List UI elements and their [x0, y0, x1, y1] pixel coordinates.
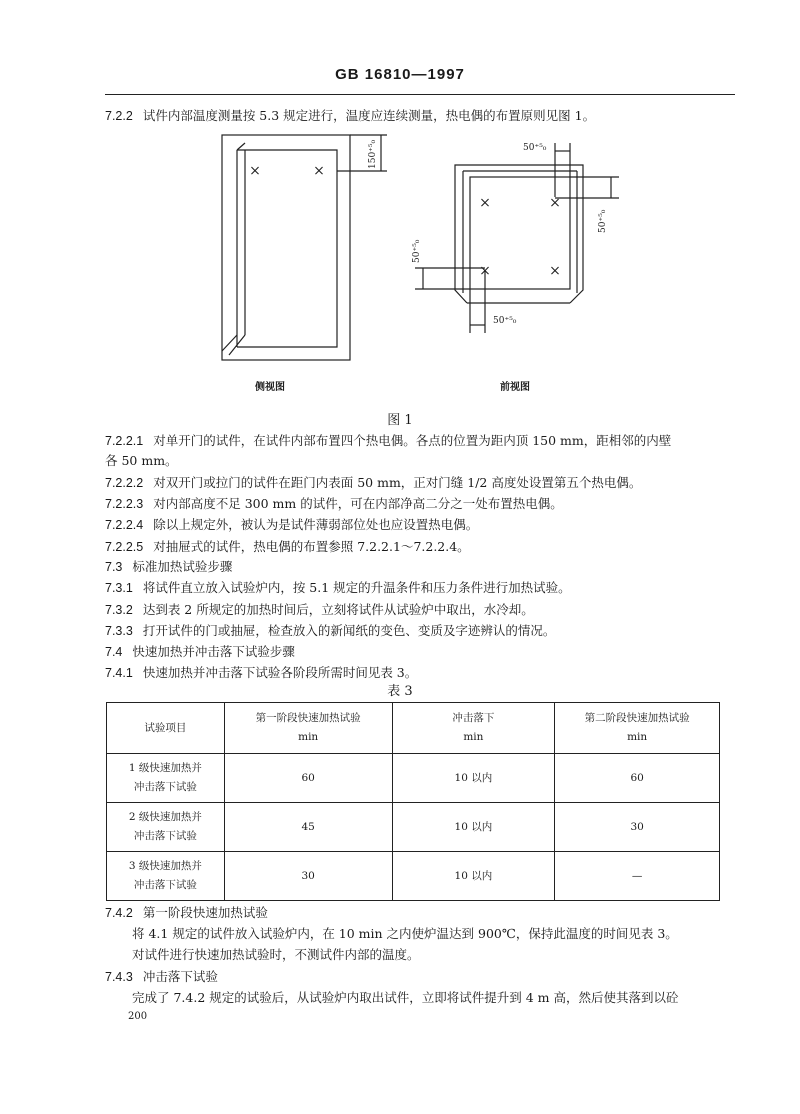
front-view-caption: 前视图: [500, 382, 530, 393]
table-cell-stage2: —: [555, 852, 720, 901]
front-right-dimension-label: 50⁺⁵₀: [598, 209, 608, 233]
clause-title: 冲击落下试验: [142, 969, 218, 984]
clause-7-4: [105, 643, 295, 661]
page-header-standard-code: GB 16810—1997: [335, 66, 465, 83]
side-view-outer-wall: [222, 135, 350, 360]
clause-number: 7.2.2.1: [105, 434, 144, 448]
clause-number: 7.4.1: [105, 666, 133, 680]
clause-number: 7.2.2.3: [105, 497, 144, 511]
clause-7-3-2: [105, 601, 534, 619]
section-7-4-2-heading: [105, 904, 268, 922]
clause-number: 7.2.2.2: [105, 476, 144, 490]
clause-text: 快速加热并冲击落下试验各阶段所需时间见表 3。: [142, 665, 418, 680]
clause-number: 7.4.3: [105, 970, 133, 984]
table-cell-stage1: 60: [224, 754, 392, 803]
header-rule: [105, 94, 735, 95]
section-7-4-3-paragraph-1: 完成了 7.4.2 规定的试验后，从试验炉内取出试件，立即将试件提升到 4 m 高，然后使其落到以砼: [132, 990, 679, 1005]
clause-text: 除以上规定外，被认为是试件薄弱部位处也应设置热电偶。: [153, 517, 479, 532]
table-header-cell: 第二阶段快速加热试验 min: [555, 703, 720, 754]
clause-7-2-2-4: [105, 516, 478, 534]
clause-7-3: [105, 558, 232, 576]
thermocouple-marker: ×: [313, 163, 325, 179]
front-left-dimension-label: 50⁺⁵₀: [412, 239, 422, 263]
table-cell-item: 1 级快速加热并 冲击落下试验: [107, 754, 225, 803]
thermocouple-marker: ×: [249, 163, 261, 179]
section-7-4-2-paragraph-2: 对试件进行快速加热试验时，不测试件内部的温度。: [132, 947, 420, 962]
clause-number: 7.3.1: [105, 581, 133, 595]
section-7-2-2: [105, 107, 595, 125]
clause-text: 对抽屉式的试件，热电偶的布置参照 7.2.2.1～7.2.2.4。: [153, 539, 470, 554]
clause-text: 打开试件的门或抽屉，检查放入的新闻纸的变色、变质及字迹辨认的情况。: [142, 623, 556, 638]
table-cell-drop: 10 以内: [392, 803, 555, 852]
thermocouple-marker: ×: [549, 195, 561, 211]
clause-number: 7.4.2: [105, 906, 133, 920]
clause-7-3-3: [105, 622, 555, 640]
side-view-caption: 侧视图: [255, 382, 285, 393]
clause-text: 对双开门或拉门的试件在距门内表面 50 mm，正对门缝 1/2 高度处设置第五个热电偶。: [153, 475, 642, 490]
page-number: 200: [128, 1011, 148, 1022]
clause-text: 试件内部温度测量按 5.3 规定进行，温度应连续测量，热电偶的布置原则见图 1。: [142, 108, 596, 123]
clause-text: 达到表 2 所规定的加热时间后，立刻将试件从试验炉中取出，水冷却。: [142, 602, 534, 617]
side-view-diagram: [215, 125, 405, 375]
table-row: [107, 852, 720, 901]
thermocouple-marker: ×: [549, 263, 561, 279]
clause-number: 7.3.3: [105, 624, 133, 638]
clause-number: 7.2.2: [105, 109, 133, 123]
table-cell-stage1: 45: [224, 803, 392, 852]
front-bottom-dimension-label: 50⁺⁵₀: [493, 316, 517, 326]
side-view-inner-wall: [237, 150, 337, 347]
clause-7-2-2-1-continued: [105, 452, 178, 470]
clause-7-2-2-3: [105, 495, 563, 513]
table-header-row: [107, 703, 720, 754]
clause-text: 各 50 mm。: [105, 453, 178, 468]
table-header-cell: 试验项目: [107, 703, 225, 754]
clause-text: 将试件直立放入试验炉内，按 5.1 规定的升温条件和压力条件进行加热试验。: [142, 580, 571, 595]
table-cell-item: 3 级快速加热并 冲击落下试验: [107, 852, 225, 901]
table-cell-stage2: 60: [555, 754, 720, 803]
clause-number: 7.3: [105, 560, 123, 574]
clause-number: 7.4: [105, 645, 123, 659]
clause-text: 对内部高度不足 300 mm 的试件，可在内部净高二分之一处布置热电偶。: [153, 496, 563, 511]
table-3: [106, 702, 720, 901]
figure-caption: 图 1: [387, 413, 413, 428]
table-row: [107, 754, 720, 803]
table-row: [107, 803, 720, 852]
clause-text: 标准加热试验步骤: [132, 559, 233, 574]
clause-7-2-2-5: [105, 538, 470, 556]
clause-7-3-1: [105, 579, 571, 597]
table-cell-stage2: 30: [555, 803, 720, 852]
clause-7-2-2-2: [105, 474, 641, 492]
table-header-cell: 第一阶段快速加热试验 min: [224, 703, 392, 754]
front-view-outer-frame: [455, 165, 583, 303]
clause-7-2-2-1: [105, 432, 671, 450]
table-cell-drop: 10 以内: [392, 852, 555, 901]
front-top-dimension-label: 50⁺⁵₀: [523, 143, 547, 153]
table-header-cell: 冲击落下 min: [392, 703, 555, 754]
front-view-diagram: [405, 135, 625, 335]
section-7-4-2-paragraph-1: 将 4.1 规定的试件放入试验炉内，在 10 min 之内使炉温达到 900℃，保持此温度的时间见表 3。: [132, 926, 678, 941]
clause-text: 快速加热并冲击落下试验步骤: [132, 644, 295, 659]
clause-text: 对单开门的试件，在试件内部布置四个热电偶。各点的位置为距内顶 150 mm，距相邻的内壁: [153, 433, 672, 448]
clause-number: 7.2.2.5: [105, 540, 144, 554]
table-cell-item: 2 级快速加热并 冲击落下试验: [107, 803, 225, 852]
section-7-4-3-heading: [105, 968, 218, 986]
clause-number: 7.2.2.4: [105, 518, 144, 532]
side-dimension-label: 150⁺⁵₀: [368, 139, 378, 169]
clause-number: 7.3.2: [105, 603, 133, 617]
table-cell-stage1: 30: [224, 852, 392, 901]
table-cell-drop: 10 以内: [392, 754, 555, 803]
thermocouple-marker: ×: [479, 263, 491, 279]
thermocouple-marker: ×: [479, 195, 491, 211]
clause-title: 第一阶段快速加热试验: [142, 905, 268, 920]
table-caption: 表 3: [387, 684, 413, 699]
